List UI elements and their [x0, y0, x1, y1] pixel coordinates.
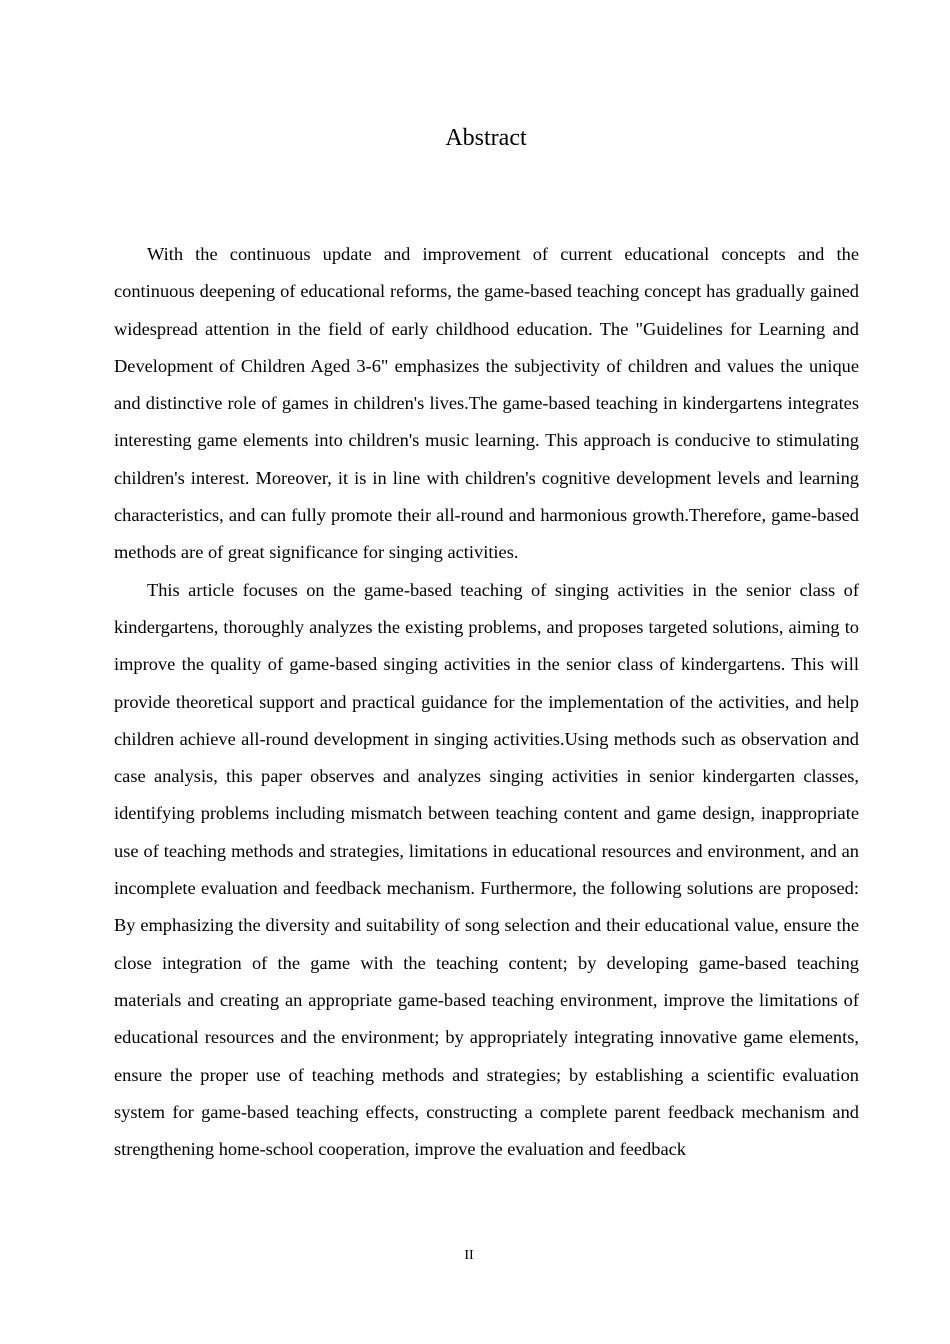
abstract-paragraph-1: With the continuous update and improvement of current educational concepts and the continuous deepening of educational reforms, the game-based teaching concept has gradually gained widespread attention in the field of early childhood education. The "Guidelines for Learning and Development of Children Aged 3-6" emphasizes the subjectivity of children and values the unique and distinctive role of games in children's lives.The game-based teaching in kindergartens integrates interesting game elements into children's music learning. This approach is conducive to stimulating children's interest. Moreover, it is in line with children's cognitive development levels and learning characteristics, and can fully promote their all-round and harmonious growth.Therefore, game-based methods are of great significance for singing activities. — [114, 244, 859, 563]
abstract-paragraph-2: This article focuses on the game-based teaching of singing activities in the senior class of kindergartens, thoroughly analyzes the existing problems, and proposes targeted solutions, aiming to improve the quality of game-based singing activities in the senior class of kindergartens. This will provide theoretical support and practical guidance for the implementation of the activities, and help children achieve all-round development in singing activities.Using methods such as observation and case analysis, this paper observes and analyzes singing activities in senior kindergarten classes, identifying problems including mismatch between teaching content and game design, inappropriate use of teaching methods and strategies, limitations in educational resources and environment, and an incomplete evaluation and feedback mechanism. Furthermore, the following solutions are proposed: By emphasizing the diversity and suitability of song selection and their educational value, ensure the close integration of the game with the teaching content; by developing game-based teaching materials and creating an appropriate game-based teaching environment, improve the limitations of educational resources and the environment; by appropriately integrating innovative game elements, ensure the proper use of teaching methods and strategies; by establishing a scientific evaluation system for game-based teaching effects, constructing a complete parent feedback mechanism and strengthening home-school cooperation, improve the evaluation and feedback — [114, 579, 859, 1160]
page-number: II — [464, 1248, 474, 1263]
page-title: Abstract — [445, 125, 527, 151]
abstract-body — [114, 236, 859, 1168]
